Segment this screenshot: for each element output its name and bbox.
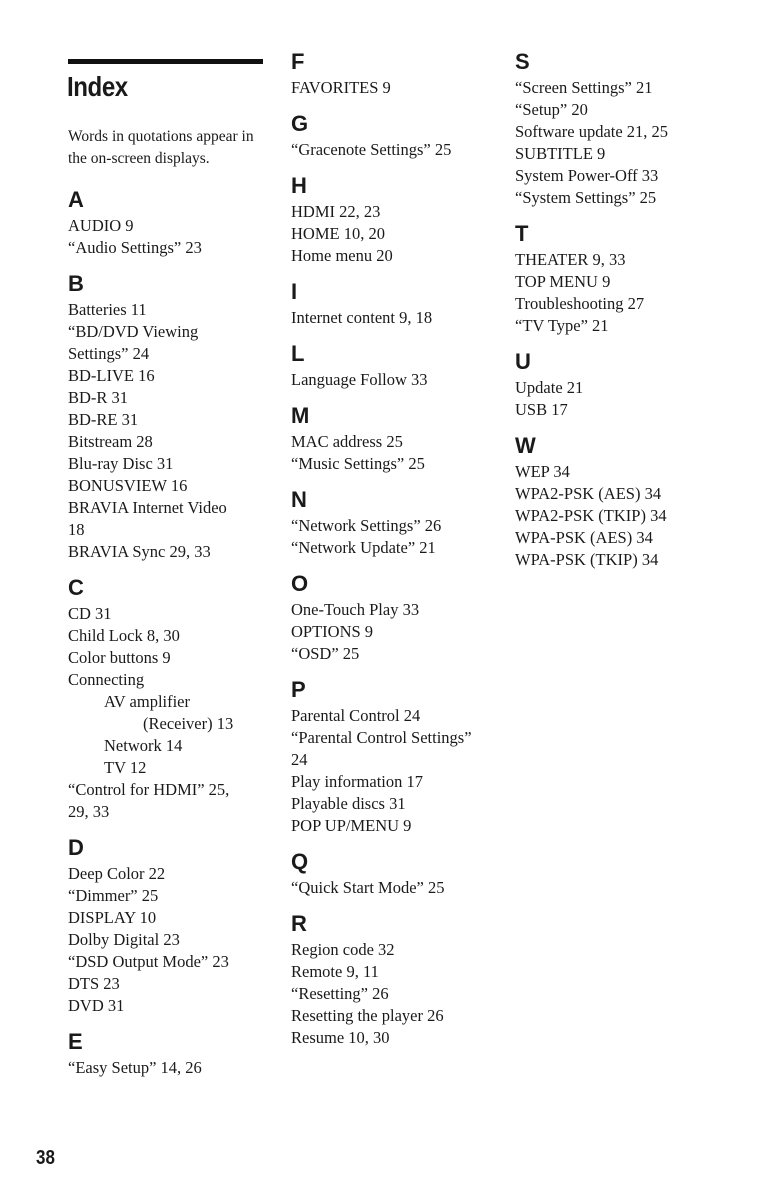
index-entry: Blu-ray Disc 31 [68,454,174,473]
index-letter-heading: Q [291,849,309,874]
index-entry: “Quick Start Mode” 25 [291,878,445,897]
index-entry: Internet content 9, 18 [291,308,433,327]
index-entry: Remote 9, 11 [291,962,379,981]
index-letter-heading: G [291,111,309,136]
index-entry: WPA-PSK (TKIP) 34 [515,550,659,569]
index-entry: DVD 31 [68,996,125,1015]
index-entry: “System Settings” 25 [515,188,657,207]
index-entry: Play information 17 [291,772,423,791]
index-entry: (Receiver) 13 [143,714,234,733]
index-entry: Troubleshooting 27 [515,294,645,313]
page-title: Index [67,71,128,102]
index-entry: HOME 10, 20 [291,224,385,243]
index-entry: Language Follow 33 [291,370,428,389]
index-entry: Dolby Digital 23 [68,930,180,949]
index-entry: TOP MENU 9 [515,272,611,291]
index-entry: WPA-PSK (AES) 34 [515,528,653,547]
index-entry: POP UP/MENU 9 [291,816,412,835]
index-letter-heading: R [291,911,307,936]
index-entry: WEP 34 [515,462,570,481]
index-letter-heading: C [68,575,84,600]
index-entry: OPTIONS 9 [291,622,374,641]
index-letter-heading: P [291,677,306,702]
index-entry: DTS 23 [68,974,120,993]
index-entry: “Screen Settings” 21 [515,78,653,97]
index-entry: DISPLAY 10 [68,908,157,927]
index-letter-heading: L [291,341,305,366]
index-entry: “Parental Control Settings” [291,728,472,747]
index-entry: Batteries 11 [68,300,147,319]
index-entry: “Music Settings” 25 [291,454,425,473]
index-entry: Settings” 24 [68,344,150,363]
index-letter-heading: S [515,49,530,74]
index-entry: “Network Update” 21 [291,538,436,557]
index-entry: “OSD” 25 [291,644,360,663]
index-entry: Child Lock 8, 30 [68,626,180,645]
index-entry: One-Touch Play 33 [291,600,420,619]
index-entry: “Dimmer” 25 [68,886,159,905]
index-letter-heading: I [291,279,298,304]
index-intro-note: Words in quotations appear in the on-screen displays. [68,128,254,167]
index-entry: TV 12 [104,758,147,777]
index-entry: “DSD Output Mode” 23 [68,952,229,971]
index-entry: “TV Type” 21 [515,316,609,335]
index-entry: “Resetting” 26 [291,984,389,1003]
index-letter-heading: O [291,571,309,596]
index-entry: AUDIO 9 [68,216,134,235]
index-entry: AV amplifier [104,692,191,711]
index-entry: Update 21 [515,378,584,397]
index-letter-heading: H [291,173,307,198]
index-entry: Connecting [68,670,145,689]
index-entry: “Control for HDMI” 25, [68,780,230,799]
index-entry: “BD/DVD Viewing [68,322,199,341]
index-entry: “Audio Settings” 23 [68,238,202,257]
index-entry: WPA2-PSK (AES) 34 [515,484,662,503]
index-entry: “Easy Setup” 14, 26 [68,1058,202,1077]
index-entry: Color buttons 9 [68,648,171,667]
index-entry: 24 [291,750,308,769]
index-entry: “Gracenote Settings” 25 [291,140,452,159]
index-entry: Deep Color 22 [68,864,166,883]
index-letter-heading: M [291,403,310,428]
index-entry: “Setup” 20 [515,100,588,119]
index-entry: Network 14 [104,736,183,755]
index-entry: USB 17 [515,400,568,419]
index-entry: FAVORITES 9 [291,78,391,97]
index-entry: 29, 33 [68,802,110,821]
index-entry: Software update 21, 25 [515,122,669,141]
index-letter-heading: F [291,49,305,74]
index-letter-heading: A [68,187,84,212]
index-letter-heading: W [515,433,536,458]
index-entry: BRAVIA Internet Video [68,498,227,517]
index-entry: BRAVIA Sync 29, 33 [68,542,211,561]
index-entry: WPA2-PSK (TKIP) 34 [515,506,667,525]
index-entry: “Network Settings” 26 [291,516,442,535]
index-entry: Parental Control 24 [291,706,421,725]
index-entry: CD 31 [68,604,112,623]
index-letter-heading: U [515,349,531,374]
index-letter-heading: B [68,271,84,296]
page-number: 38 [36,1147,55,1169]
index-entry: System Power-Off 33 [515,166,659,185]
index-entry: Region code 32 [291,940,395,959]
title-rule [68,59,263,64]
index-entry: THEATER 9, 33 [515,250,626,269]
index-entry: BD-RE 31 [68,410,139,429]
index-letter-heading: D [68,835,84,860]
index-entry: Resetting the player 26 [291,1006,444,1025]
index-letter-heading: E [68,1029,83,1054]
index-entry: Bitstream 28 [68,432,153,451]
index-entry: Home menu 20 [291,246,393,265]
index-letter-heading: T [515,221,529,246]
index-entry: Resume 10, 30 [291,1028,390,1047]
index-entry: MAC address 25 [291,432,403,451]
index-entry: HDMI 22, 23 [291,202,381,221]
index-entry: BD-LIVE 16 [68,366,155,385]
index-entry: BONUSVIEW 16 [68,476,188,495]
index-entry: Playable discs 31 [291,794,406,813]
index-entry: 18 [68,520,85,539]
index-letter-heading: N [291,487,307,512]
index-entry: BD-R 31 [68,388,129,407]
index-entry: SUBTITLE 9 [515,144,606,163]
